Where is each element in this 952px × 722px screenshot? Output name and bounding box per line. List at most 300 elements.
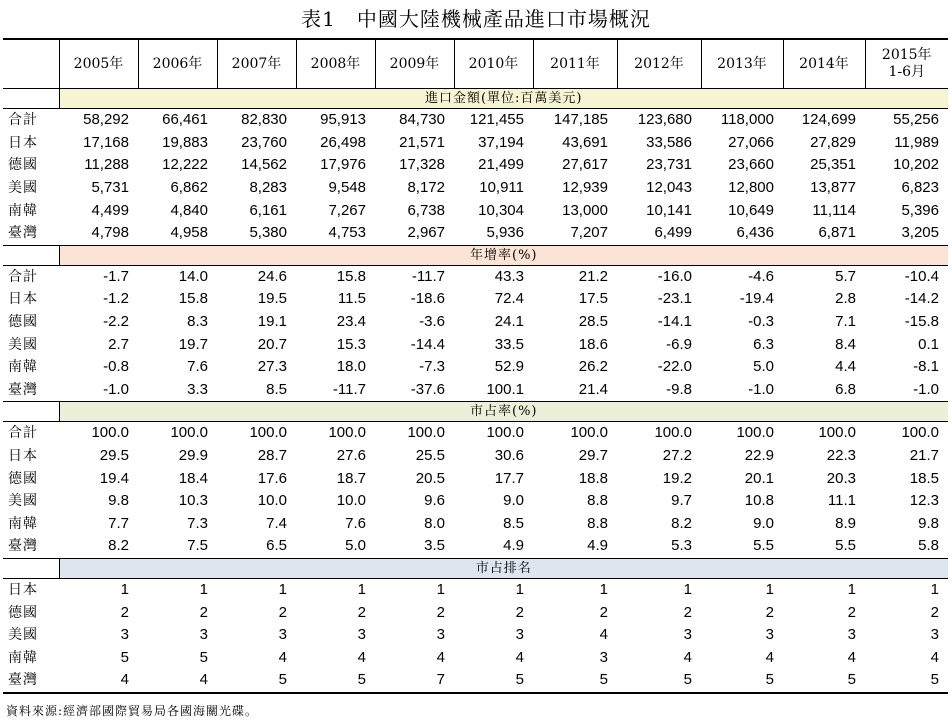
table-cell: 8.8 [587,514,608,532]
section-header-row [3,89,948,109]
table-cell: 21.7 [909,447,939,465]
table-cell: 5.0 [296,535,375,558]
table-cell: -1.0 [865,379,948,402]
table-cell: 6,823 [901,179,939,197]
row-label: 日本 [8,291,38,308]
table-cell: 6,862 [170,179,208,197]
table-row [3,265,948,288]
table-cell: 30.6 [494,447,524,465]
table-cell: 15.8 [178,290,208,308]
table-cell: 5.0 [753,358,774,376]
table-cell: -1.2 [103,290,129,308]
table-cell: 27,617 [562,156,608,174]
table-cell: 8.9 [835,514,856,532]
table-cell: 4 [138,669,217,693]
table-row [3,288,948,311]
table-cell: 17.5 [578,290,608,308]
table-cell: 27.2 [662,447,692,465]
table-cell: 5 [120,648,129,666]
table-cell: 1 [199,580,208,598]
row-label: 美國 [8,493,38,510]
table-cell: 21.4 [533,379,617,402]
table-cell: 29.5 [99,447,129,465]
table-cell: 2 [515,603,524,621]
year-header: 2007年 [217,39,296,89]
table-cell: 5 [199,648,208,666]
table-cell: 17,328 [399,156,445,174]
section-label: 年增率(%) [59,245,948,265]
table-cell: 5 [865,669,948,693]
table-cell: 4 [765,648,774,666]
table-cell: 121,455 [469,111,524,129]
row-label: 日本 [8,448,38,465]
machinery-import-table [3,38,948,694]
table-cell: 82,830 [241,111,287,129]
table-cell: 3 [683,626,692,644]
table-cell: 19,883 [162,133,208,151]
table-cell: 1 [120,580,129,598]
year-header: 2005年 [59,39,138,89]
table-cell: -0.3 [748,313,774,331]
table-cell: -14.4 [410,335,445,353]
table-cell: 27,066 [728,133,774,151]
table-cell: 100.0 [170,424,208,442]
table-cell: 3 [357,626,366,644]
table-cell: 18.4 [178,469,208,487]
table-cell: 19.4 [99,469,129,487]
table-cell: 10,141 [646,201,692,219]
table-cell: 21,571 [399,133,445,151]
table-cell: 2 [599,603,608,621]
table-cell: 5.5 [701,535,783,558]
year-header: 2010年 [454,39,533,89]
table-cell: -3.6 [419,313,445,331]
table-cell: 4.9 [454,535,533,558]
table-cell: 8.0 [424,514,445,532]
table-cell: 20.3 [826,469,856,487]
table-cell: 33.5 [494,335,524,353]
table-cell: 18.7 [336,469,366,487]
table-cell: 100.0 [486,424,524,442]
table-cell: 2 [436,603,445,621]
table-cell: 100.0 [249,424,287,442]
table-cell: 100.0 [818,424,856,442]
table-cell: -37.6 [375,379,454,402]
table-cell: 2,967 [375,222,454,245]
row-label: 臺灣 [3,669,59,693]
table-cell: -1.0 [701,379,783,402]
table-cell: 12,800 [728,179,774,197]
table-cell: 0.1 [918,335,939,353]
table-cell: 12,939 [562,179,608,197]
table-cell: -19.4 [739,290,774,308]
table-cell: 2 [120,603,129,621]
table-cell: -1.0 [59,379,138,402]
table-cell: 84,730 [399,111,445,129]
row-label: 美國 [8,336,38,353]
table-cell: 21,499 [478,156,524,174]
table-cell: 17.6 [257,469,287,487]
table-cell: 7.4 [266,514,287,532]
table-cell: 8.2 [671,514,692,532]
table-cell: 23,731 [646,156,692,174]
table-cell: 6,436 [701,222,783,245]
table-row [3,578,948,601]
section-header-blank [3,402,59,422]
table-cell: -16.0 [657,267,692,285]
table-cell: 24.6 [257,267,287,285]
table-cell: 1 [515,580,524,598]
row-label: 美國 [8,180,38,197]
table-cell: 100.0 [901,424,939,442]
table-cell: 9,548 [328,179,366,197]
table-cell: 58,292 [83,111,129,129]
table-row [3,154,948,177]
row-label: 德國 [8,604,38,621]
table-row [3,222,948,245]
table-cell: 10,304 [478,201,524,219]
table-cell: 17.7 [494,469,524,487]
table-cell: -0.8 [103,358,129,376]
table-cell: 1 [683,580,692,598]
table-cell: 1 [599,580,608,598]
row-label: 德國 [8,157,38,174]
table-cell: 7.7 [108,514,129,532]
table-cell: 6,161 [249,201,287,219]
table-cell: -15.8 [904,313,939,331]
table-cell: 2 [199,603,208,621]
row-label: 臺灣 [3,222,59,245]
table-cell: -2.2 [103,313,129,331]
table-row [3,132,948,155]
table-cell: 4 [436,648,445,666]
table-cell: 9.8 [918,514,939,532]
section-header-row [3,402,948,422]
table-cell: 100.0 [328,424,366,442]
row-label: 南韓 [8,202,38,219]
table-cell: 1 [930,580,939,598]
table-cell: 20.7 [257,335,287,353]
table-cell: -1.7 [103,267,129,285]
table-cell: 7,207 [533,222,617,245]
table-cell: 2 [357,603,366,621]
row-label: 南韓 [8,515,38,532]
row-label: 合計 [8,268,38,285]
table-cell: 13,877 [810,179,856,197]
table-cell: 19.7 [178,335,208,353]
table-cell: -8.1 [913,358,939,376]
table-cell: 4.9 [533,535,617,558]
section-header-row [3,558,948,578]
row-label: 日本 [8,581,38,598]
table-row [3,601,948,624]
table-cell: 14.0 [178,267,208,285]
table-cell: 4 [278,648,287,666]
table-row [3,356,948,379]
table-cell: 147,185 [553,111,608,129]
table-cell: 1 [278,580,287,598]
table-cell: 5.8 [865,535,948,558]
table-cell: 23.4 [336,313,366,331]
table-cell: 6,871 [783,222,865,245]
table-cell: 5,380 [217,222,296,245]
table-cell: 100.0 [736,424,774,442]
table-cell: 6,499 [617,222,701,245]
table-cell: 10.3 [178,492,208,510]
table-cell: 18.5 [909,469,939,487]
table-cell: -11.7 [411,267,445,285]
table-cell: 25.5 [415,447,445,465]
table-row [3,624,948,647]
table-row [3,646,948,669]
table-row [3,333,948,356]
table-cell: 5.3 [617,535,701,558]
table-cell: 5 [217,669,296,693]
table-cell: 100.1 [454,379,533,402]
table-cell: 2 [930,603,939,621]
section-label: 市占排名 [59,558,948,578]
table-cell: 11.5 [337,290,366,308]
table-cell: 3 [436,626,445,644]
table-cell: 33,586 [646,133,692,151]
table-cell: 15.8 [336,267,366,285]
table-cell: 2 [278,603,287,621]
table-cell: 100.0 [570,424,608,442]
table-cell: 55,256 [893,111,939,129]
table-cell: 4 [357,648,366,666]
table-cell: 4,499 [91,201,129,219]
table-cell: 5 [701,669,783,693]
table-cell: 29.7 [578,447,608,465]
table-cell: 11,288 [84,156,129,174]
table-cell: 8.5 [503,514,524,532]
table-cell: 18.6 [578,335,608,353]
table-cell: 7.5 [138,535,217,558]
table-cell: 28.5 [578,313,608,331]
table-cell: 4 [683,648,692,666]
table-cell: 4 [515,648,524,666]
table-cell: 6.3 [753,335,774,353]
table-cell: 7.1 [835,313,856,331]
table-cell: 8.5 [217,379,296,402]
table-cell: 20.5 [415,469,445,487]
table-row [3,445,948,468]
table-cell: 1 [436,580,445,598]
table-cell: 5,936 [454,222,533,245]
row-label: 南韓 [8,359,38,376]
table-cell: 66,461 [162,111,208,129]
row-label: 德國 [8,470,38,487]
row-label: 日本 [8,134,38,151]
last-year-line1: 2015年 [881,47,932,63]
table-cell: 2 [765,603,774,621]
table-cell: 17,168 [83,133,129,151]
table-cell: 9.6 [424,492,445,510]
table-cell: 3 [765,626,774,644]
table-cell: 4 [599,626,608,644]
table-cell: 2 [683,603,692,621]
table-cell: 3.5 [375,535,454,558]
table-cell: 7.3 [187,514,208,532]
table-cell: 10.8 [744,492,774,510]
table-cell: 5,731 [91,179,129,197]
table-cell: 27.6 [336,447,366,465]
table-cell: -23.1 [657,290,692,308]
table-cell: -10.4 [904,267,939,285]
table-cell: 3 [278,626,287,644]
row-label: 合計 [8,425,38,442]
table-cell: -4.6 [748,267,774,285]
table-cell: 29.9 [178,447,208,465]
table-cell: 19.5 [257,290,287,308]
table-cell: 12,043 [646,179,692,197]
table-cell: 19.1 [257,313,287,331]
year-header: 2012年 [617,39,701,89]
table-cell: 100.0 [654,424,692,442]
table-row [3,467,948,490]
source-note: 資料來源:經濟部國際貿易局各國海關光碟。 [6,704,259,718]
table-cell: 26,498 [320,133,366,151]
table-cell: 72.4 [494,290,524,308]
section-header-blank [3,245,59,265]
row-label: 南韓 [8,649,38,666]
table-cell: 5 [617,669,701,693]
table-cell: 28.7 [257,447,287,465]
row-label: 臺灣 [3,379,59,402]
table-row [3,490,948,513]
table-title: 表1 中國大陸機械產品進口市場概況 [301,7,651,31]
table-cell: 123,680 [637,111,692,129]
table-cell: 12.3 [909,492,939,510]
table-cell: 52.9 [494,358,524,376]
table-cell: 1 [847,580,856,598]
table-cell: 4.4 [835,358,856,376]
year-header: 2006年 [138,39,217,89]
table-cell: 3 [599,648,608,666]
table-cell: 3.3 [138,379,217,402]
table-cell: 5,396 [901,201,939,219]
table-row [3,513,948,536]
table-cell: 23,760 [241,133,287,151]
table-cell: 12,222 [162,156,208,174]
table-cell: 8.3 [187,313,208,331]
table-cell: 26.2 [578,358,608,376]
table-cell: 3,205 [865,222,948,245]
table-cell: 43.3 [494,267,524,285]
last-year-line2: 1-6月 [888,64,926,80]
table-cell: 8,172 [407,179,445,197]
section-header-blank [3,89,59,109]
table-cell: -18.6 [410,290,445,308]
table-cell: 124,699 [801,111,856,129]
year-header: 2009年 [375,39,454,89]
header-corner [3,39,59,89]
table-cell: 20.1 [744,469,774,487]
table-cell: 7 [375,669,454,693]
section-header-row [3,245,948,265]
table-cell: 2.8 [835,290,856,308]
table-cell: 4 [59,669,138,693]
table-row [3,177,948,200]
table-cell: 4,958 [138,222,217,245]
table-cell: 25,351 [810,156,856,174]
table-cell: 7.6 [345,514,366,532]
table-cell: 118,000 [720,111,774,129]
table-cell: 11.1 [827,492,856,510]
table-cell: 19.2 [662,469,692,487]
table-row [3,109,948,132]
table-cell: 11,114 [812,201,856,219]
table-cell: 14,562 [241,156,287,174]
table-cell: 37,194 [478,133,524,151]
table-cell: 18.8 [578,469,608,487]
table-cell: 3 [199,626,208,644]
table-row [3,422,948,445]
table-cell: 1 [357,580,366,598]
table-cell: 2.7 [108,335,129,353]
table-cell: 43,691 [562,133,608,151]
table-cell: 8,283 [249,179,287,197]
section-header-blank [3,558,59,578]
year-header-row [3,39,948,89]
table-cell: 3 [120,626,129,644]
table-cell: 27.3 [257,358,287,376]
table-cell: -14.1 [657,313,692,331]
section-label: 市占率(%) [59,402,948,422]
table-row [3,311,948,334]
table-cell: 10,202 [893,156,939,174]
table-cell: 27,829 [810,133,856,151]
table-cell: 5 [454,669,533,693]
section-label: 進口金額(單位:百萬美元) [59,89,948,109]
table-cell: 95,913 [320,111,366,129]
table-cell: 23,660 [728,156,774,174]
table-cell: 5 [296,669,375,693]
table-cell: -7.3 [419,358,445,376]
table-cell: 10,649 [728,201,774,219]
table-cell: 4 [847,648,856,666]
table-cell: -14.2 [904,290,939,308]
table-cell: 13,000 [562,201,608,219]
year-header-last [865,39,948,89]
table-cell: 9.7 [671,492,692,510]
table-cell: 10.0 [257,492,287,510]
table-cell: 9.0 [503,492,524,510]
table-cell: 5.7 [835,267,856,285]
table-cell: 9.0 [753,514,774,532]
table-cell: 6.8 [783,379,865,402]
table-cell: 4 [930,648,939,666]
table-row [3,379,948,402]
table-cell: 4,753 [296,222,375,245]
table-cell: -9.8 [617,379,701,402]
row-label: 美國 [8,627,38,644]
row-label: 合計 [8,112,38,129]
table-cell: 15.3 [336,335,366,353]
table-cell: 4,840 [170,201,208,219]
table-cell: 3 [515,626,524,644]
row-label: 臺灣 [3,535,59,558]
table-cell: 2 [847,603,856,621]
table-cell: 17,976 [320,156,366,174]
table-cell: 5 [533,669,617,693]
table-row [3,535,948,558]
table-cell: 9.8 [108,492,129,510]
table-row [3,199,948,222]
table-cell: -11.7 [296,379,375,402]
table-row [3,669,948,693]
table-cell: 7.6 [187,358,208,376]
